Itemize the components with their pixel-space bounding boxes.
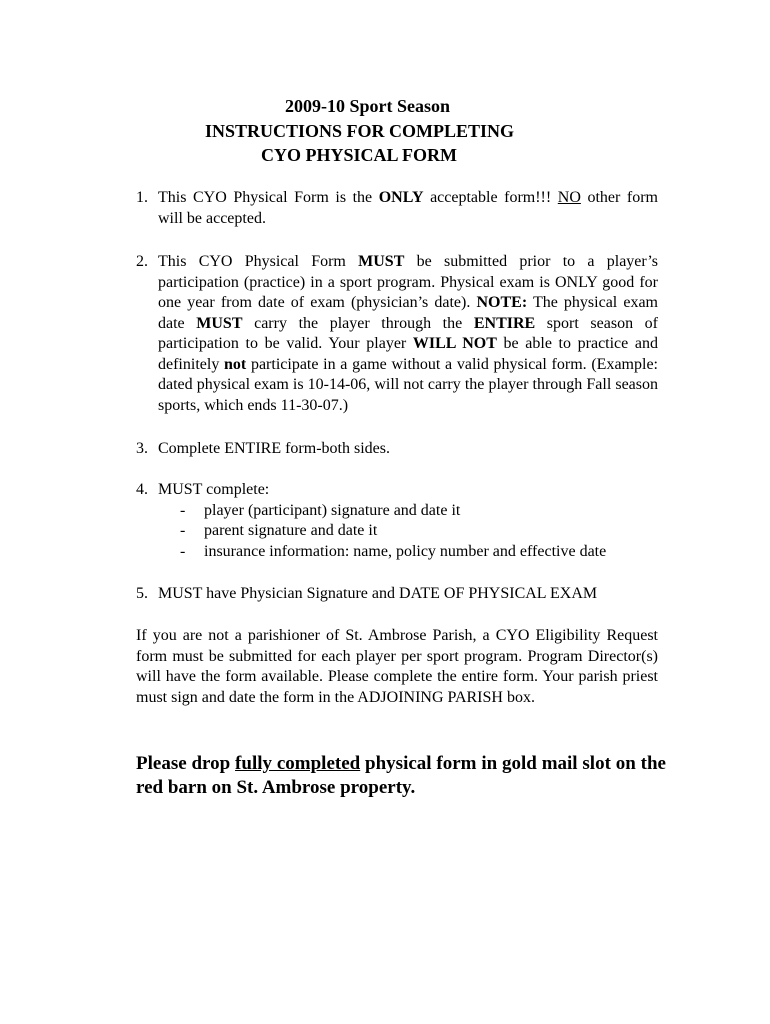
emphasis-note: NOTE: bbox=[476, 294, 528, 311]
drop-off-instructions bbox=[136, 752, 666, 800]
emphasis-must: MUST bbox=[196, 314, 243, 332]
text-run: This CYO Physical Form is the bbox=[158, 189, 379, 206]
text-run: The physical exam date bbox=[158, 294, 658, 332]
item-number: 2. bbox=[136, 253, 148, 270]
item-number: 1. bbox=[136, 189, 148, 206]
sub-item bbox=[136, 521, 658, 542]
text-run: be submitted prior to a player’s participation (practice) in a sport program. Physical exam is ONLY good for one year from date of exam (physician’s date). bbox=[158, 253, 658, 311]
text-run: other form will be accepted. bbox=[158, 189, 658, 227]
item-number: 5. bbox=[136, 585, 148, 602]
emphasis-only: ONLY bbox=[378, 189, 424, 206]
emphasis-not: not bbox=[224, 355, 247, 373]
sub-item-text: player (participant) signature and date it bbox=[204, 501, 461, 519]
item-text bbox=[158, 252, 658, 416]
dash-bullet: - bbox=[180, 501, 186, 519]
item-text: MUST complete: bbox=[158, 481, 270, 498]
season-heading: 2009-10 Sport Season bbox=[285, 96, 451, 116]
emphasis-no: NO bbox=[557, 189, 581, 206]
emphasis-fully-completed: fully completed bbox=[235, 753, 361, 774]
emphasis-entire: ENTIRE bbox=[473, 314, 536, 332]
instruction-item-4 bbox=[136, 480, 658, 562]
text-run: carry the player through the bbox=[242, 314, 474, 332]
instructions-heading: INSTRUCTIONS FOR COMPLETING bbox=[205, 120, 515, 141]
item-text: Complete ENTIRE form-both sides. bbox=[158, 440, 390, 457]
dash-bullet: - bbox=[180, 522, 186, 539]
text-run: sport season of participation to be valid. Your player bbox=[158, 314, 659, 352]
sub-item bbox=[136, 501, 658, 522]
dash-bullet: - bbox=[180, 542, 186, 560]
item-number: 4. bbox=[136, 481, 148, 498]
sub-item-text: parent signature and date it bbox=[204, 522, 378, 539]
text-run: physical form in gold mail slot on the red barn on St. Ambrose property. bbox=[136, 753, 666, 798]
document-title bbox=[0, 94, 770, 168]
instruction-item-3 bbox=[136, 439, 658, 460]
text-run: Please drop bbox=[136, 753, 236, 774]
sub-item-text: insurance information: name, policy number and effective date bbox=[204, 542, 607, 560]
item-number: 3. bbox=[136, 440, 148, 457]
eligibility-paragraph: If you are not a parishioner of St. Ambrose Parish, a CYO Eligibility Request form must be submitted for each player per sport program. Program Director(s) will have the form available. Please complete the entire form. Your parish priest must sign and date the form in the ADJOINING PARISH box. bbox=[136, 627, 658, 706]
text-run: be able to practice and definitely bbox=[158, 335, 659, 373]
emphasis-must: MUST bbox=[358, 253, 405, 270]
text-run: participate in a game without a valid physical form. (Example: dated physical exam is 10-14-06, will not carry the player through Fall season sports, which ends 11-30-07.) bbox=[158, 355, 658, 414]
instruction-item-1 bbox=[136, 188, 658, 229]
item-text: MUST have Physician Signature and DATE OF PHYSICAL EXAM bbox=[158, 585, 598, 602]
form-name-heading: CYO PHYSICAL FORM bbox=[261, 145, 458, 165]
emphasis-will-not: WILL NOT bbox=[412, 335, 497, 352]
instruction-item-2 bbox=[136, 252, 658, 416]
sub-item bbox=[136, 542, 658, 563]
text-run: acceptable form!!! bbox=[423, 189, 558, 206]
text-run: This CYO Physical Form bbox=[158, 253, 359, 270]
instruction-item-5 bbox=[136, 584, 658, 605]
item-text bbox=[158, 188, 658, 229]
